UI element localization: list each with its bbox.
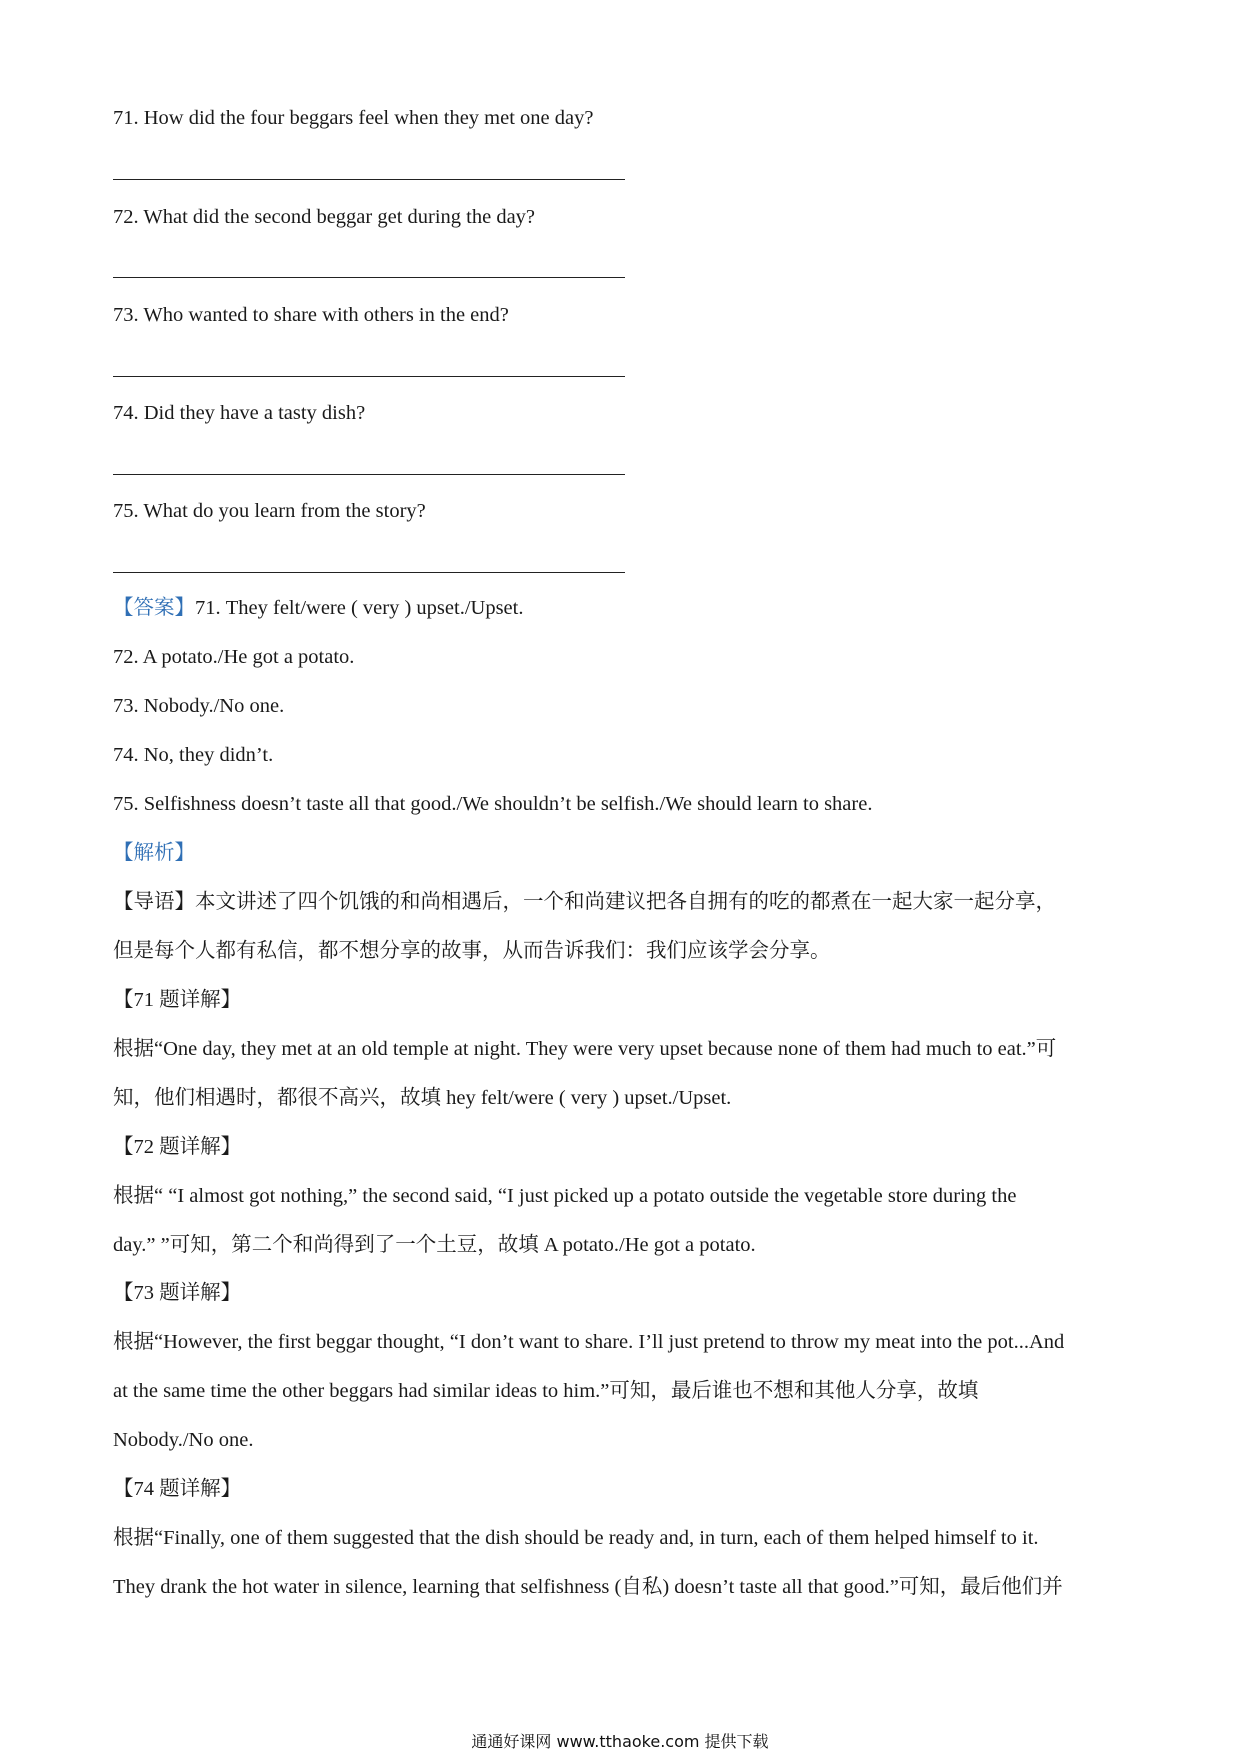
- question-number: 72.: [113, 206, 139, 228]
- answer-blank-line[interactable]: [113, 572, 625, 573]
- question-number: 73.: [113, 304, 139, 326]
- detail-heading-74: 【74 题详解】: [113, 1478, 242, 1500]
- detail-line: 根据“However, the first beggar thought, “I don’t want to share. I’ll just pretend to throw my meat into the pot...And: [113, 1331, 1065, 1353]
- question-72: [113, 207, 535, 228]
- answer-line-72: 72. A potato./He got a potato.: [113, 646, 355, 668]
- question-75: [113, 501, 426, 522]
- answer-blank-line[interactable]: [113, 277, 625, 278]
- question-73: [113, 305, 509, 326]
- detail-line: 根据“Finally, one of them suggested that the dish should be ready and, in turn, each of them helped himself to it.: [113, 1527, 1039, 1549]
- answer-line-73: 73. Nobody./No one.: [113, 695, 285, 717]
- answer-text: 71. They felt/were ( very ) upset./Upset.: [195, 597, 524, 619]
- question-number: 74.: [113, 402, 139, 424]
- intro-line: 【导语】本文讲述了四个饥饿的和尚相遇后，一个和尚建议把各自拥有的吃的都煮在一起大家一起分享，: [113, 891, 1056, 913]
- answer-line-75: 75. Selfishness doesn’t taste all that good./We shouldn’t be selfish./We should learn to share.: [113, 793, 873, 815]
- question-text: Did they have a tasty dish?: [143, 402, 366, 424]
- question-71: [113, 108, 593, 129]
- detail-line: 根据“ “I almost got nothing,” the second said, “I just picked up a potato outside the vegetable store during the: [113, 1185, 1017, 1207]
- question-text: What did the second beggar get during the day?: [143, 206, 536, 228]
- intro-line: 但是每个人都有私信，都不想分享的故事，从而告诉我们：我们应该学会分享。: [113, 940, 831, 962]
- answer-line-71: [113, 598, 523, 619]
- detail-line: at the same time the other beggars had similar ideas to him.”可知，最后谁也不想和其他人分享，故填: [113, 1380, 979, 1402]
- detail-line: day.” ”可知，第二个和尚得到了一个土豆，故填 A potato./He got a potato.: [113, 1234, 756, 1256]
- question-text: Who wanted to share with others in the end?: [143, 304, 509, 326]
- page-footer: 通通好课网 www.tthaoke.com 提供下载: [471, 1732, 769, 1751]
- question-text: How did the four beggars feel when they met one day?: [143, 107, 594, 129]
- answer-line-74: 74. No, they didn’t.: [113, 744, 274, 766]
- answer-blank-line[interactable]: [113, 376, 625, 377]
- detail-line: They drank the hot water in silence, learning that selfishness (自私) doesn’t taste all that good.”可知，最后他们并: [113, 1576, 1063, 1598]
- detail-line: 根据“One day, they met at an old temple at night. They were very upset because none of them had much to eat.”可: [113, 1038, 1057, 1060]
- question-text: What do you learn from the story?: [143, 500, 426, 522]
- detail-line: Nobody./No one.: [113, 1429, 254, 1451]
- question-number: 71.: [113, 107, 139, 129]
- detail-line: 知，他们相遇时，都很不高兴，故填 hey felt/were ( very ) upset./Upset.: [113, 1087, 732, 1109]
- question-number: 75.: [113, 500, 139, 522]
- detail-heading-73: 【73 题详解】: [113, 1282, 242, 1304]
- question-74: [113, 403, 365, 424]
- detail-heading-71: 【71 题详解】: [113, 989, 242, 1011]
- answer-tag: 【答案】: [113, 597, 195, 619]
- analysis-tag: 【解析】: [113, 842, 195, 864]
- detail-heading-72: 【72 题详解】: [113, 1136, 242, 1158]
- answer-blank-line[interactable]: [113, 179, 625, 180]
- answer-blank-line[interactable]: [113, 474, 625, 475]
